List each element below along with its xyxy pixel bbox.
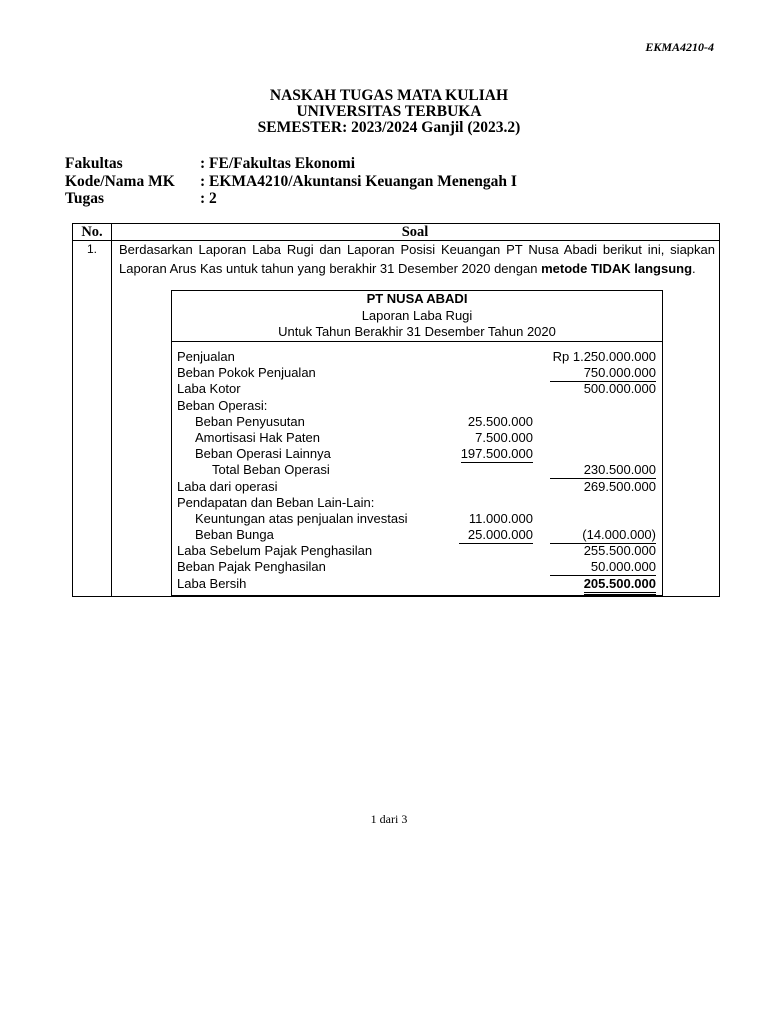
line-amount: 269.500.000 [583,478,656,494]
line-depreciation [172,414,662,430]
line-total-operating [172,462,662,478]
header-soal: Soal [401,224,429,240]
line-label: Beban Penyusutan [195,413,305,429]
line-subamount: 11.000.000 [468,510,533,526]
income-statement-lines [172,349,662,592]
title-line-3: SEMESTER: 2023/2024 Ganjil (2023.2) [257,119,521,136]
document-code: EKMA4210-4 [645,40,714,54]
line-label: Keuntungan atas penjualan investasi [195,510,408,526]
line-amount: 50.000.000 [550,559,656,576]
header-no: No. [81,224,103,240]
line-operating-income [172,479,662,495]
line-income-before-tax [172,543,662,559]
line-label: Laba Bersih [177,575,247,591]
line-subamount: 7.500.000 [475,429,533,445]
course-code-row [65,173,517,191]
line-amount: (14.000.000) [550,527,656,544]
faculty-value: : FE/Fakultas Ekonomi [200,155,356,172]
course-info [65,155,517,208]
line-amount: 750.000.000 [550,365,656,382]
line-amortization [172,430,662,446]
line-label: Beban Operasi: [177,397,268,413]
line-subamount: 25.000.000 [459,527,533,544]
line-cogs [172,365,662,381]
line-gross-profit [172,381,662,397]
line-net-income [172,576,662,592]
line-label: Beban Pokok Penjualan [177,365,316,381]
line-label: Beban Operasi Lainnya [195,446,331,462]
question-body: Berdasarkan Laporan Laba Rugi dan Laporan Posisi Keuangan PT Nusa Abadi berikut ini, siapkan Laporan Arus Kas untuk tahun yang berakhir 31 Desember 2020 dengan [119,242,715,276]
question-end: . [692,261,696,276]
line-amount: 500.000.000 [583,381,656,397]
table-header [73,224,719,241]
income-statement [171,290,663,596]
question-method: metode TIDAK langsung [541,261,693,276]
income-statement-header [172,291,662,342]
line-label: Laba dari operasi [177,478,278,494]
line-amount: 205.500.000 [584,576,656,595]
column-divider [111,224,112,596]
question-text [119,240,715,278]
line-other-income-expense [172,495,662,511]
line-label: Total Beban Operasi [212,462,330,478]
faculty-label: Fakultas [65,155,123,172]
document-title [0,88,768,136]
title-line-1: NASKAH TUGAS MATA KULIAH [269,87,509,104]
course-code-label: Kode/Nama MK [65,172,175,190]
line-income-tax [172,559,662,575]
assignment-label: Tugas [65,190,105,207]
faculty-row [65,155,517,173]
line-amount: Rp 1.250.000.000 [552,349,656,364]
line-investment-gain [172,511,662,527]
assignment-row [65,190,517,208]
line-subamount: 25.500.000 [467,413,533,429]
line-sales [172,349,662,365]
course-code-value: : EKMA4210/Akuntansi Keuangan Menengah I [200,172,517,190]
line-label: Laba Sebelum Pajak Penghasilan [177,543,373,559]
line-label: Penjualan [177,349,235,364]
report-period: Untuk Tahun Berakhir 31 Desember Tahun 2020 [278,324,556,339]
line-label: Pendapatan dan Beban Lain-Lain: [177,494,375,510]
line-label: Beban Bunga [195,527,274,543]
line-label: Beban Pajak Penghasilan [177,559,326,575]
line-subamount: 197.500.000 [460,446,533,462]
row-number: 1. [86,242,97,256]
page-number: 1 dari 3 [370,812,408,826]
title-line-2: UNIVERSITAS TERBUKA [296,103,482,120]
line-other-operating [172,446,662,462]
assignment-value: : 2 [200,190,217,207]
line-operating-expenses [172,398,662,414]
company-name: PT NUSA ABADI [366,291,468,306]
line-interest-expense [172,527,662,543]
line-amount: 230.500.000 [550,462,656,479]
line-label: Amortisasi Hak Paten [195,429,320,445]
line-label: Laba Kotor [177,381,241,397]
question-table [72,223,720,597]
report-name: Laporan Laba Rugi [361,307,473,323]
line-amount: 255.500.000 [583,543,656,559]
